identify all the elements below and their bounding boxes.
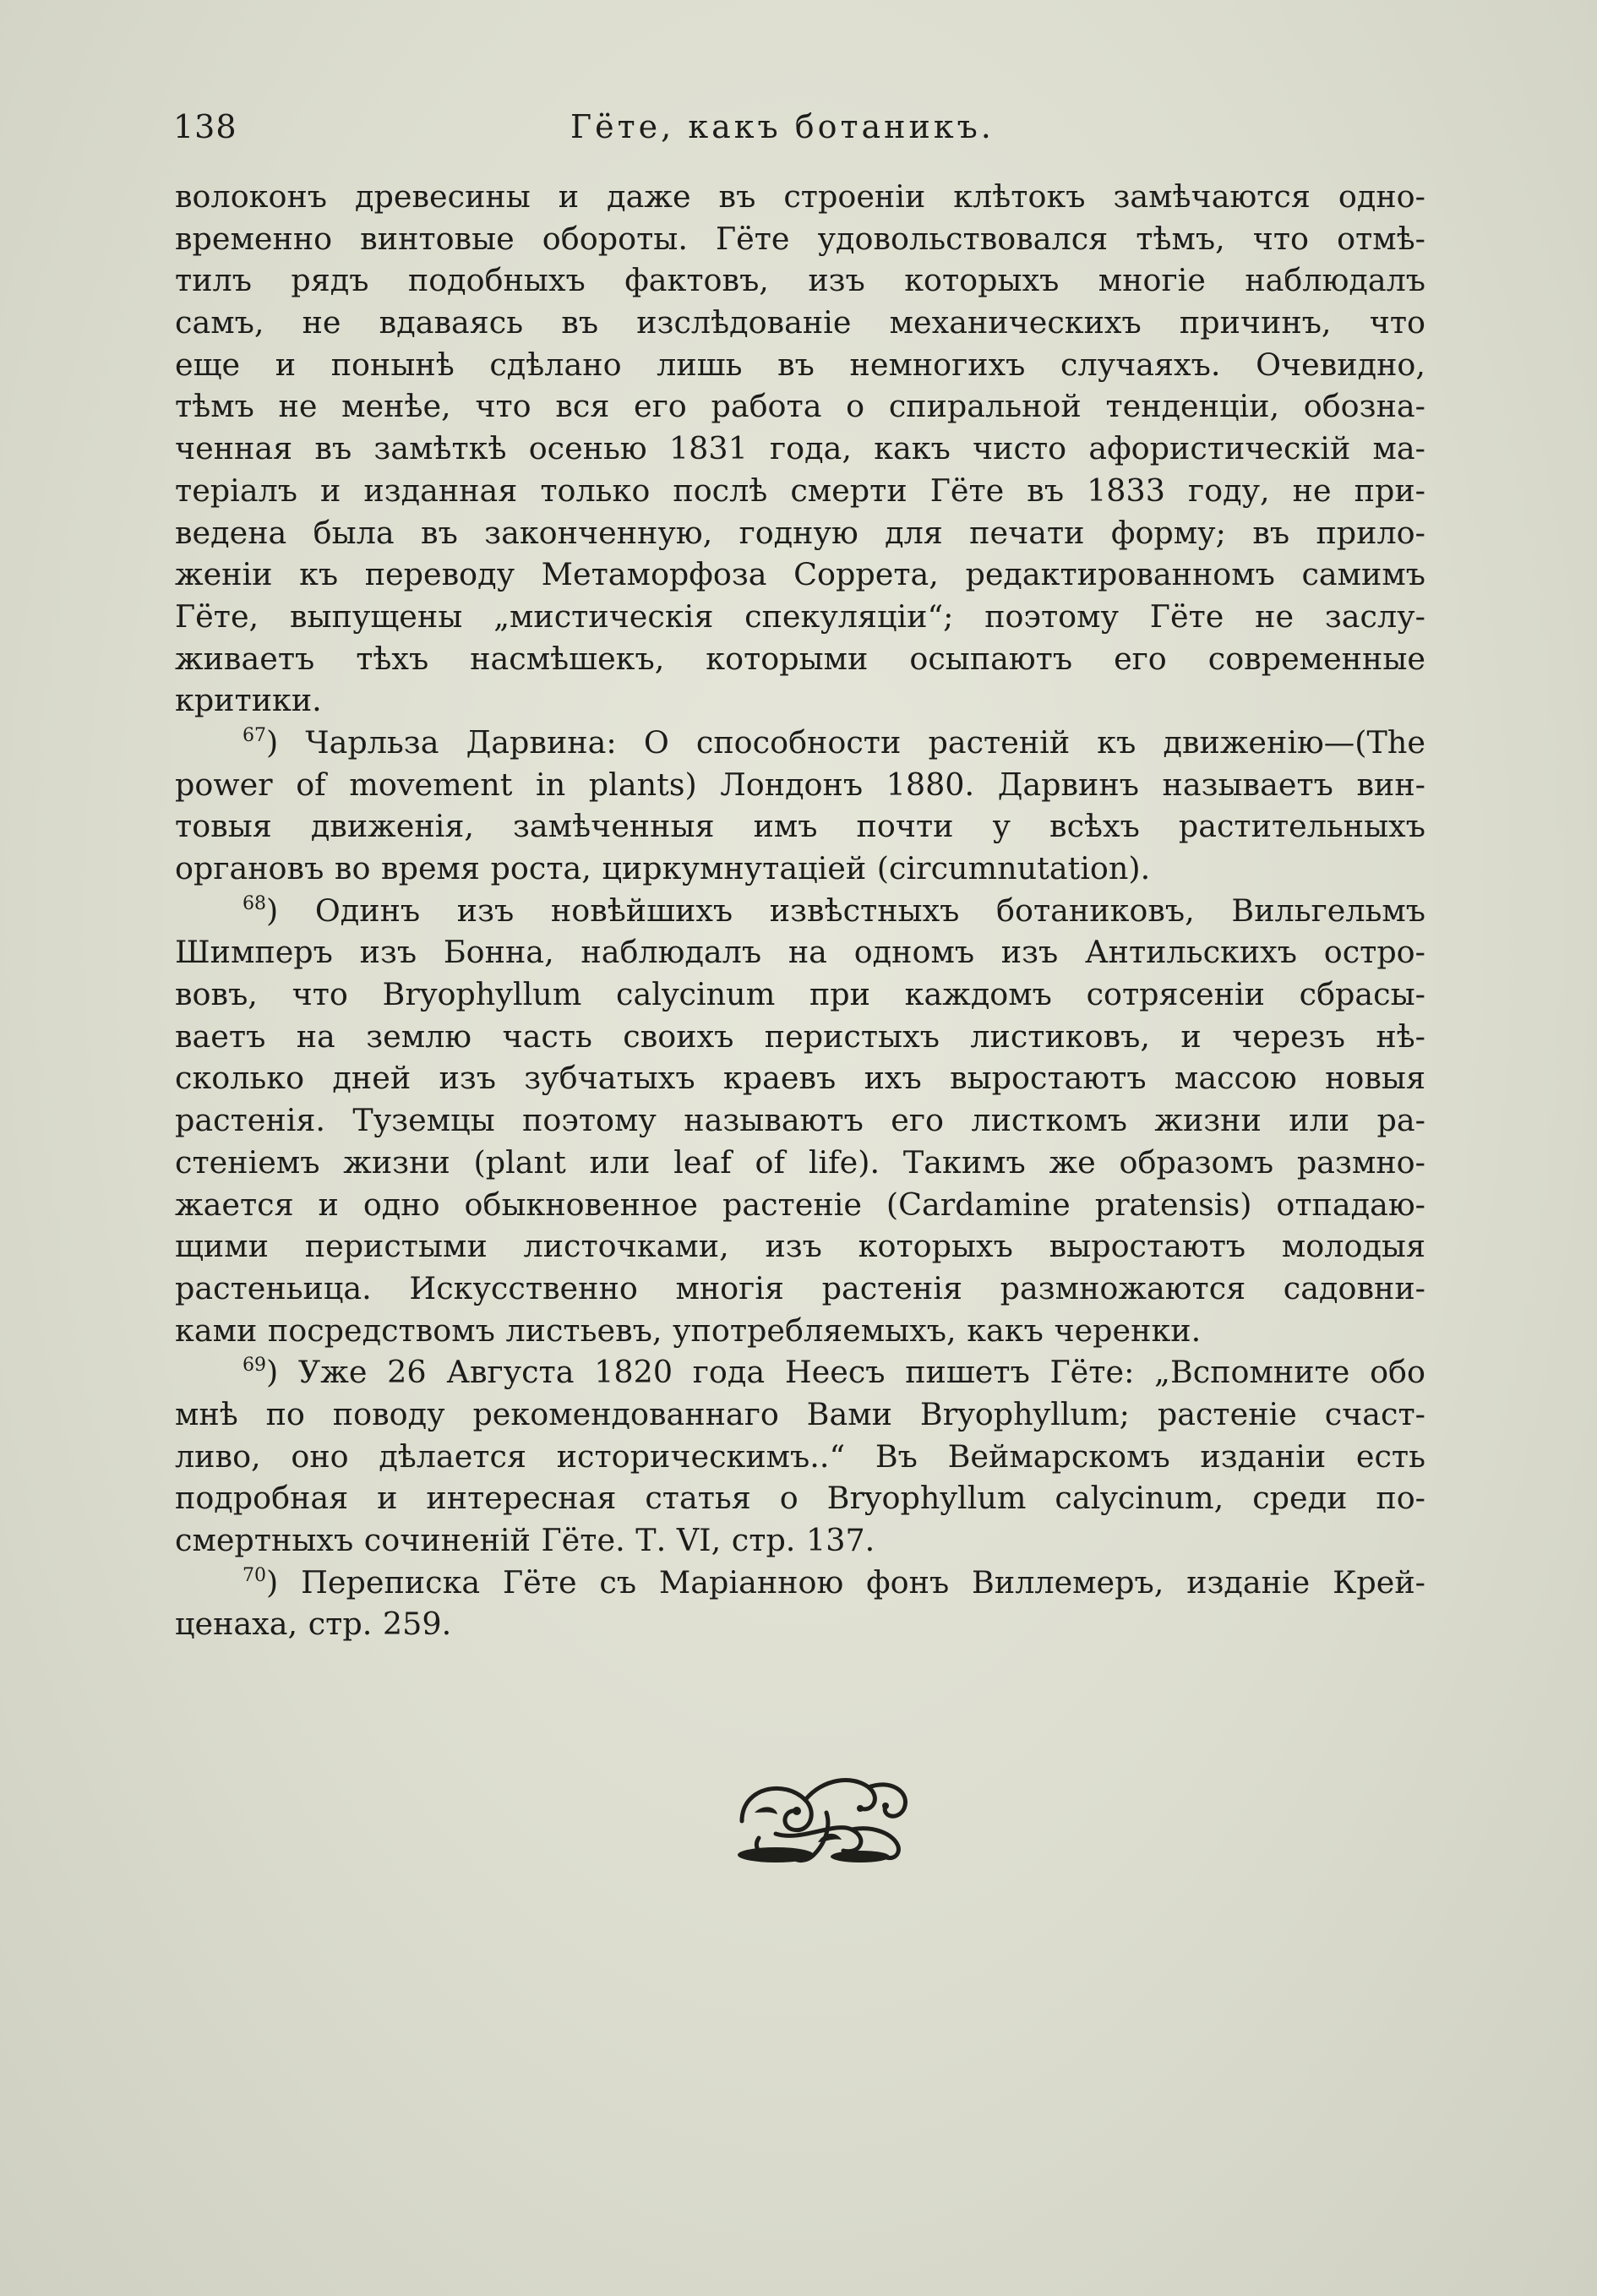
text-line: Гёте, выпущены „мистическія спекуляціи“; поэтому Гёте не заслу- [175, 597, 1425, 635]
text-line: Шимперъ изъ Бонна, наблюдалъ на одномъ изъ Антильскихъ остро- [175, 934, 1425, 971]
footnote-number: 68 [243, 892, 266, 914]
text-line: теріалъ и изданная только послѣ смерти Гёте въ 1833 году, не при- [175, 472, 1425, 509]
footnote-text: ) Одинъ изъ новѣйшихъ извѣстныхъ ботаниковъ, Вильгельмъ [266, 892, 1425, 929]
text-line: мнѣ по поводу рекомендованнаго Вами Bryophyllum; растеніе счаст- [175, 1395, 1425, 1432]
text-line: тилъ рядъ подобныхъ фактовъ, изъ которыхъ многіе наблюдалъ [175, 262, 1425, 299]
floral-vignette-icon [725, 1762, 919, 1872]
text-line: растенія. Туземцы поэтому называютъ его листкомъ жизни или ра- [175, 1102, 1425, 1139]
text-line: ливо, оно дѣлается историческимъ..“ Въ Веймарскомъ изданіи есть [175, 1437, 1425, 1475]
page-number: 138 [173, 108, 237, 145]
text-line: товыя движенія, замѣченныя имъ почти у всѣхъ растительныхъ [175, 808, 1425, 845]
footnote-text: ) Уже 26 Августа 1820 года Неесъ пишетъ Гёте: „Вспомните обо [266, 1354, 1425, 1391]
footnote-number: 69 [243, 1355, 266, 1377]
text-line: тѣмъ не менѣе, что вся его работа о спиральной тенденціи, обозна- [175, 388, 1425, 425]
footnote-first-line [175, 1562, 1425, 1604]
text-line: ведена была въ законченную, годную для печати форму; въ прило- [175, 514, 1425, 551]
text-line: самъ, не вдаваясь въ изслѣдованіе механическихъ причинъ, что [175, 304, 1425, 341]
text-line: стеніемъ жизни (plant или leaf of life). Такимъ же образомъ размно- [175, 1143, 1425, 1181]
text-line: power of movement in plants) Лондонъ 1880. Дарвинъ называетъ вин- [175, 766, 1425, 803]
text-line: растеньица. Искусственно многія растенія размножаются садовни- [175, 1269, 1425, 1306]
text-line: жается и одно обыкновенное растеніе (Cardamine pratensis) отпадаю- [175, 1186, 1425, 1223]
text-line: еще и понынѣ сдѣлано лишь въ немногихъ случаяхъ. Очевидно, [175, 346, 1425, 383]
footnote-text: ) Переписка Гёте съ Маріанною фонъ Виллемеръ, изданіе Крей- [266, 1563, 1425, 1601]
footnote-text: ) Чарльза Дарвина: О способности растеній къ движенію—(The [266, 723, 1425, 761]
text-line: критики. [175, 682, 322, 719]
continuation-paragraph [175, 176, 1425, 722]
text-line: волоконъ древесины и даже въ строеніи клѣтокъ замѣчаются одно- [175, 178, 1425, 215]
footnote-number: 67 [243, 724, 266, 746]
text-line: ваетъ на землю часть своихъ перистыхъ листиковъ, и черезъ нѣ- [175, 1017, 1425, 1055]
running-header [173, 108, 1424, 159]
text-line: сколько дней изъ зубчатыхъ краевъ ихъ выростаютъ массою новыя [175, 1060, 1425, 1097]
text-line: временно винтовые обороты. Гёте удовольствовался тѣмъ, что отмѣ- [175, 220, 1425, 257]
text-line: живаетъ тѣхъ насмѣшекъ, которыми осыпаютъ его современные [175, 640, 1425, 677]
footnote-number: 70 [243, 1564, 266, 1586]
footnote-first-line [175, 890, 1425, 932]
footnote-first-line [175, 722, 1425, 764]
running-title: Гёте, какъ ботаникъ. [570, 108, 995, 145]
text-line: органовъ во время роста, циркумнутаціей (circumnutation). [175, 850, 1151, 886]
text-line: женіи къ переводу Метаморфоза Соррета, редактированномъ самимъ [175, 556, 1425, 593]
text-line: смертныхъ сочиненій Гёте. Т. VI, стр. 137. [175, 1522, 875, 1558]
footnote-67 [175, 722, 1425, 890]
text-line: ками посредствомъ листьевъ, употребляемыхъ, какъ черенки. [175, 1312, 1202, 1349]
footnote-70 [175, 1562, 1425, 1645]
footnote-69 [175, 1351, 1425, 1561]
footnote-first-line [175, 1351, 1425, 1393]
text-line: щими перистыми листочками, изъ которыхъ выростаютъ молодыя [175, 1228, 1425, 1265]
text-line: ченная въ замѣткѣ осенью 1831 года, какъ чисто афористическій ма- [175, 430, 1425, 467]
footnote-68 [175, 890, 1425, 1352]
footnotes-text [175, 176, 1425, 1645]
text-line: ценаха, стр. 259. [175, 1606, 452, 1643]
text-line: вовъ, что Bryophyllum calycinum при каждомъ сотрясеніи сбрасы- [175, 976, 1425, 1013]
text-line: подробная и интересная статья о Bryophyllum calycinum, среди по- [175, 1480, 1425, 1517]
